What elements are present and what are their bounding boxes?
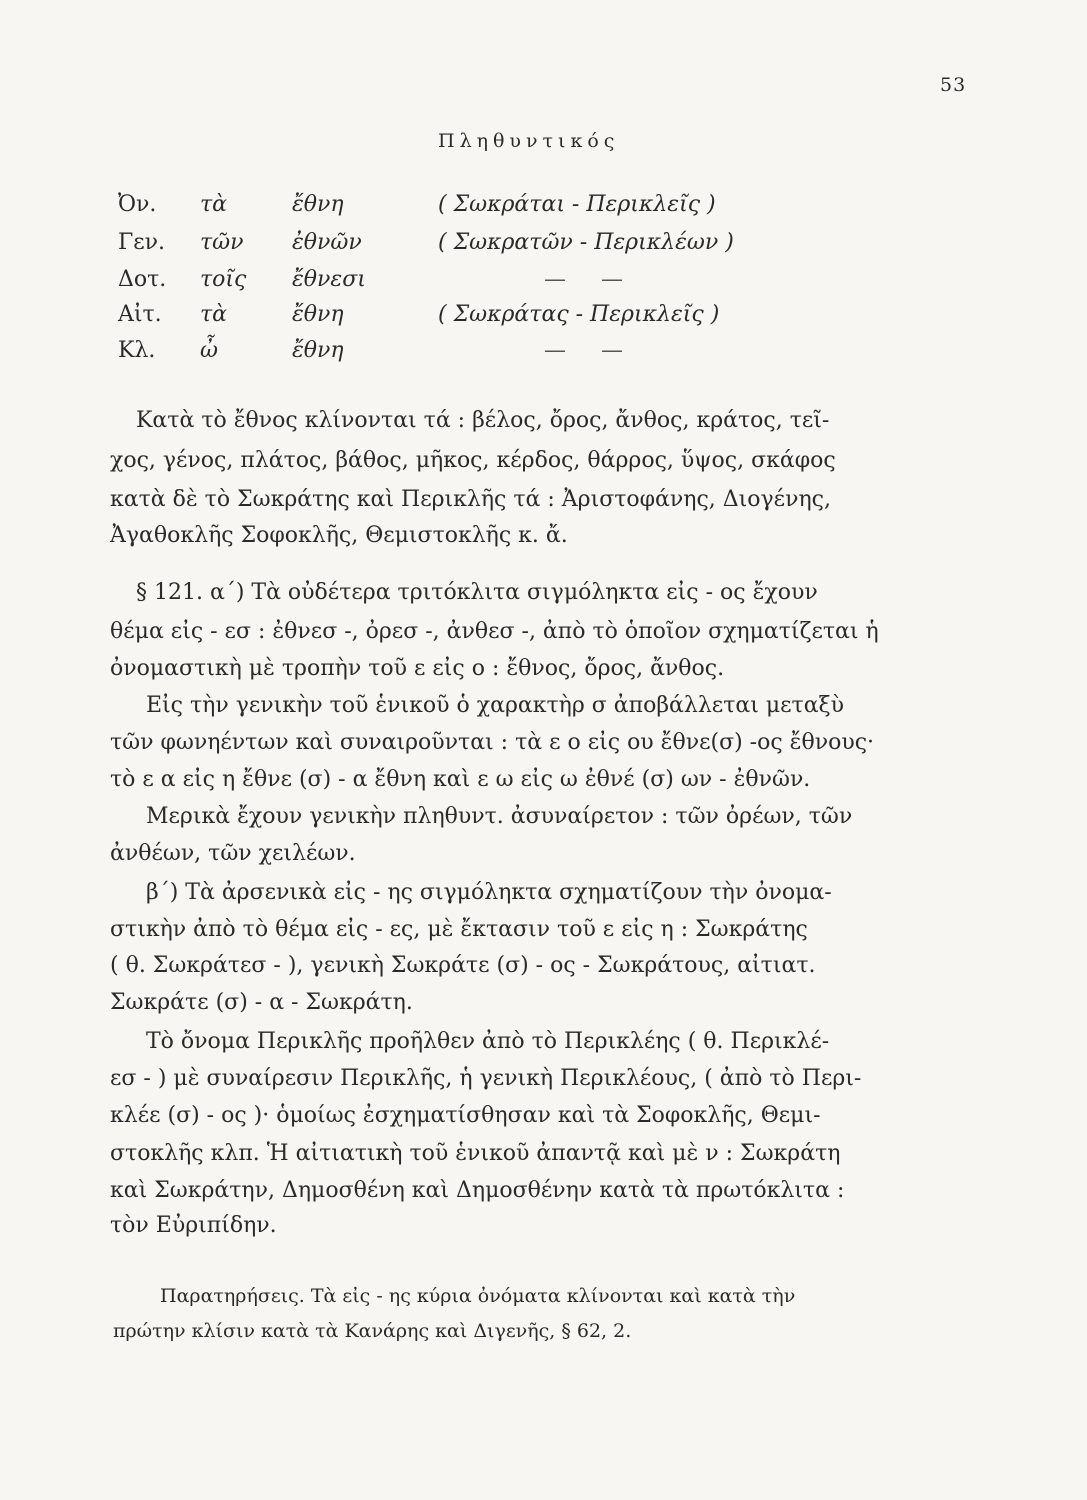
section-heading: Πληθυντικός [438,130,620,152]
text-line: στοκλῆς κλπ. Ἡ αἰτιατικὴ τοῦ ἑνικοῦ ἀπαντᾷ καὶ μὲ ν : Σωκράτη [110,1141,841,1166]
text-line: ὀνομαστικὴ μὲ τροπὴν τοῦ ε εἰς ο : ἔθνος, ὄρος, ἄνθος. [110,656,725,681]
comparison-forms: ( Σωκράται - Περικλεῖς ) [438,192,716,217]
text-line: Μερικὰ ἔχουν γενικὴν πληθυντ. ἀσυναίρετον : τῶν ὀρέων, τῶν [146,804,853,829]
paradigm-row [118,338,623,363]
text-line: κλέε (σ) - ος )· ὁμοίως ἐσχηματίσθησαν καὶ τὰ Σοφοκλῆς, Θεμι- [110,1103,821,1128]
paradigm-row [118,302,719,327]
article: τοῖς [200,267,247,292]
case-label: Αἰτ. [118,302,162,327]
page-number: 53 [940,74,967,96]
text-line: τὸν Εὐριπίδην. [110,1213,277,1238]
comparison-forms: ( Σωκρατῶν - Περικλέων ) [438,230,734,255]
noun-form: ἐθνῶν [292,230,362,255]
text-line: § 121. α΄) Τὰ οὐδέτερα τριτόκλιτα σιγμόληκτα εἰς - ος ἔχουν [136,580,818,605]
article: τῶν [200,230,244,255]
text-line: Εἰς τὴν γενικὴν τοῦ ἑνικοῦ ὁ χαρακτὴρ σ ἀποβάλλεται μεταξὺ [146,693,845,718]
text-line: καὶ Σωκράτην, Δημοσθένη καὶ Δημοσθένην κατὰ τὰ πρωτόκλιτα : [110,1178,845,1203]
article: τὰ [200,302,228,327]
text-line: Σωκράτε (σ) - α - Σωκράτη. [110,990,413,1015]
text-line: θέμα εἰς - εσ : ἐθνεσ -, ὀρεσ -, ἀνθεσ -, ἀπὸ τὸ ὁποῖον σχηματίζεται ἡ [110,619,879,644]
ditto-dashes: — — [544,267,623,292]
remarks-line: Παρατηρήσεις. Τὰ εἰς - ης κύρια ὀνόματα κλίνονται καὶ κατὰ τὴν [160,1285,796,1307]
case-label: Γεν. [118,230,166,255]
paradigm-row [118,230,734,255]
ditto-dashes: — — [544,338,623,363]
text-line: χος, γένος, πλάτος, βάθος, μῆκος, κέρδος, θάρρος, ὕψος, σκάφος [110,448,836,473]
paradigm-row [118,267,623,292]
case-label: Ὀν. [118,192,157,217]
comparison-forms: ( Σωκράτας - Περικλεῖς ) [438,302,720,327]
text-line: Κατὰ τὸ ἔθνος κλίνονται τά : βέλος, ὄρος, ἄνθος, κράτος, τεῖ- [136,408,830,433]
text-line: τὸ ε α εἰς η ἔθνε (σ) - α ἔθνη καὶ ε ω εἰς ω ἐθνέ (σ) ων - ἐθνῶν. [110,767,811,792]
noun-form: ἔθνεσι [292,267,366,292]
noun-form: ἔθνη [292,192,344,217]
text-line: εσ - ) μὲ συναίρεσιν Περικλῆς, ἡ γενικὴ Περικλέους, ( ἀπὸ τὸ Περι- [110,1066,862,1091]
paradigm-row [118,192,716,217]
text-line: στικὴν ἀπὸ τὸ θέμα εἰς - ες, μὲ ἔκτασιν τοῦ ε εἰς η : Σωκράτης [110,917,808,942]
text-line: β΄) Τὰ ἀρσενικὰ εἰς - ης σιγμόληκτα σχηματίζουν τὴν ὀνομα- [146,880,832,905]
remarks-line: πρώτην κλίσιν κατὰ τὰ Κανάρης καὶ Διγενῆς, § 62, 2. [113,1320,632,1342]
article: ὦ [200,338,218,363]
text-line: κατὰ δὲ τὸ Σωκράτης καὶ Περικλῆς τά : Ἀριστοφάνης, Διογένης, [110,487,831,512]
noun-form: ἔθνη [292,338,344,363]
case-label: Κλ. [118,338,156,363]
article: τὰ [200,192,228,217]
case-label: Δοτ. [118,267,167,292]
text-line: ( θ. Σωκράτεσ - ), γενικὴ Σωκράτε (σ) - ος - Σωκράτους, αἰτιατ. [110,953,816,978]
text-line: Ἀγαθοκλῆς Σοφοκλῆς, Θεμιστοκλῆς κ. ἄ. [110,523,568,548]
text-line: ἀνθέων, τῶν χειλέων. [110,841,356,866]
text-line: τῶν φωνηέντων καὶ συναιροῦνται : τὰ ε ο εἰς ου ἔθνε(σ) -ος ἔθνους· [110,730,875,755]
noun-form: ἔθνη [292,302,344,327]
text-line: Τὸ ὄνομα Περικλῆς προῆλθεν ἀπὸ τὸ Περικλέης ( θ. Περικλέ- [146,1029,830,1054]
